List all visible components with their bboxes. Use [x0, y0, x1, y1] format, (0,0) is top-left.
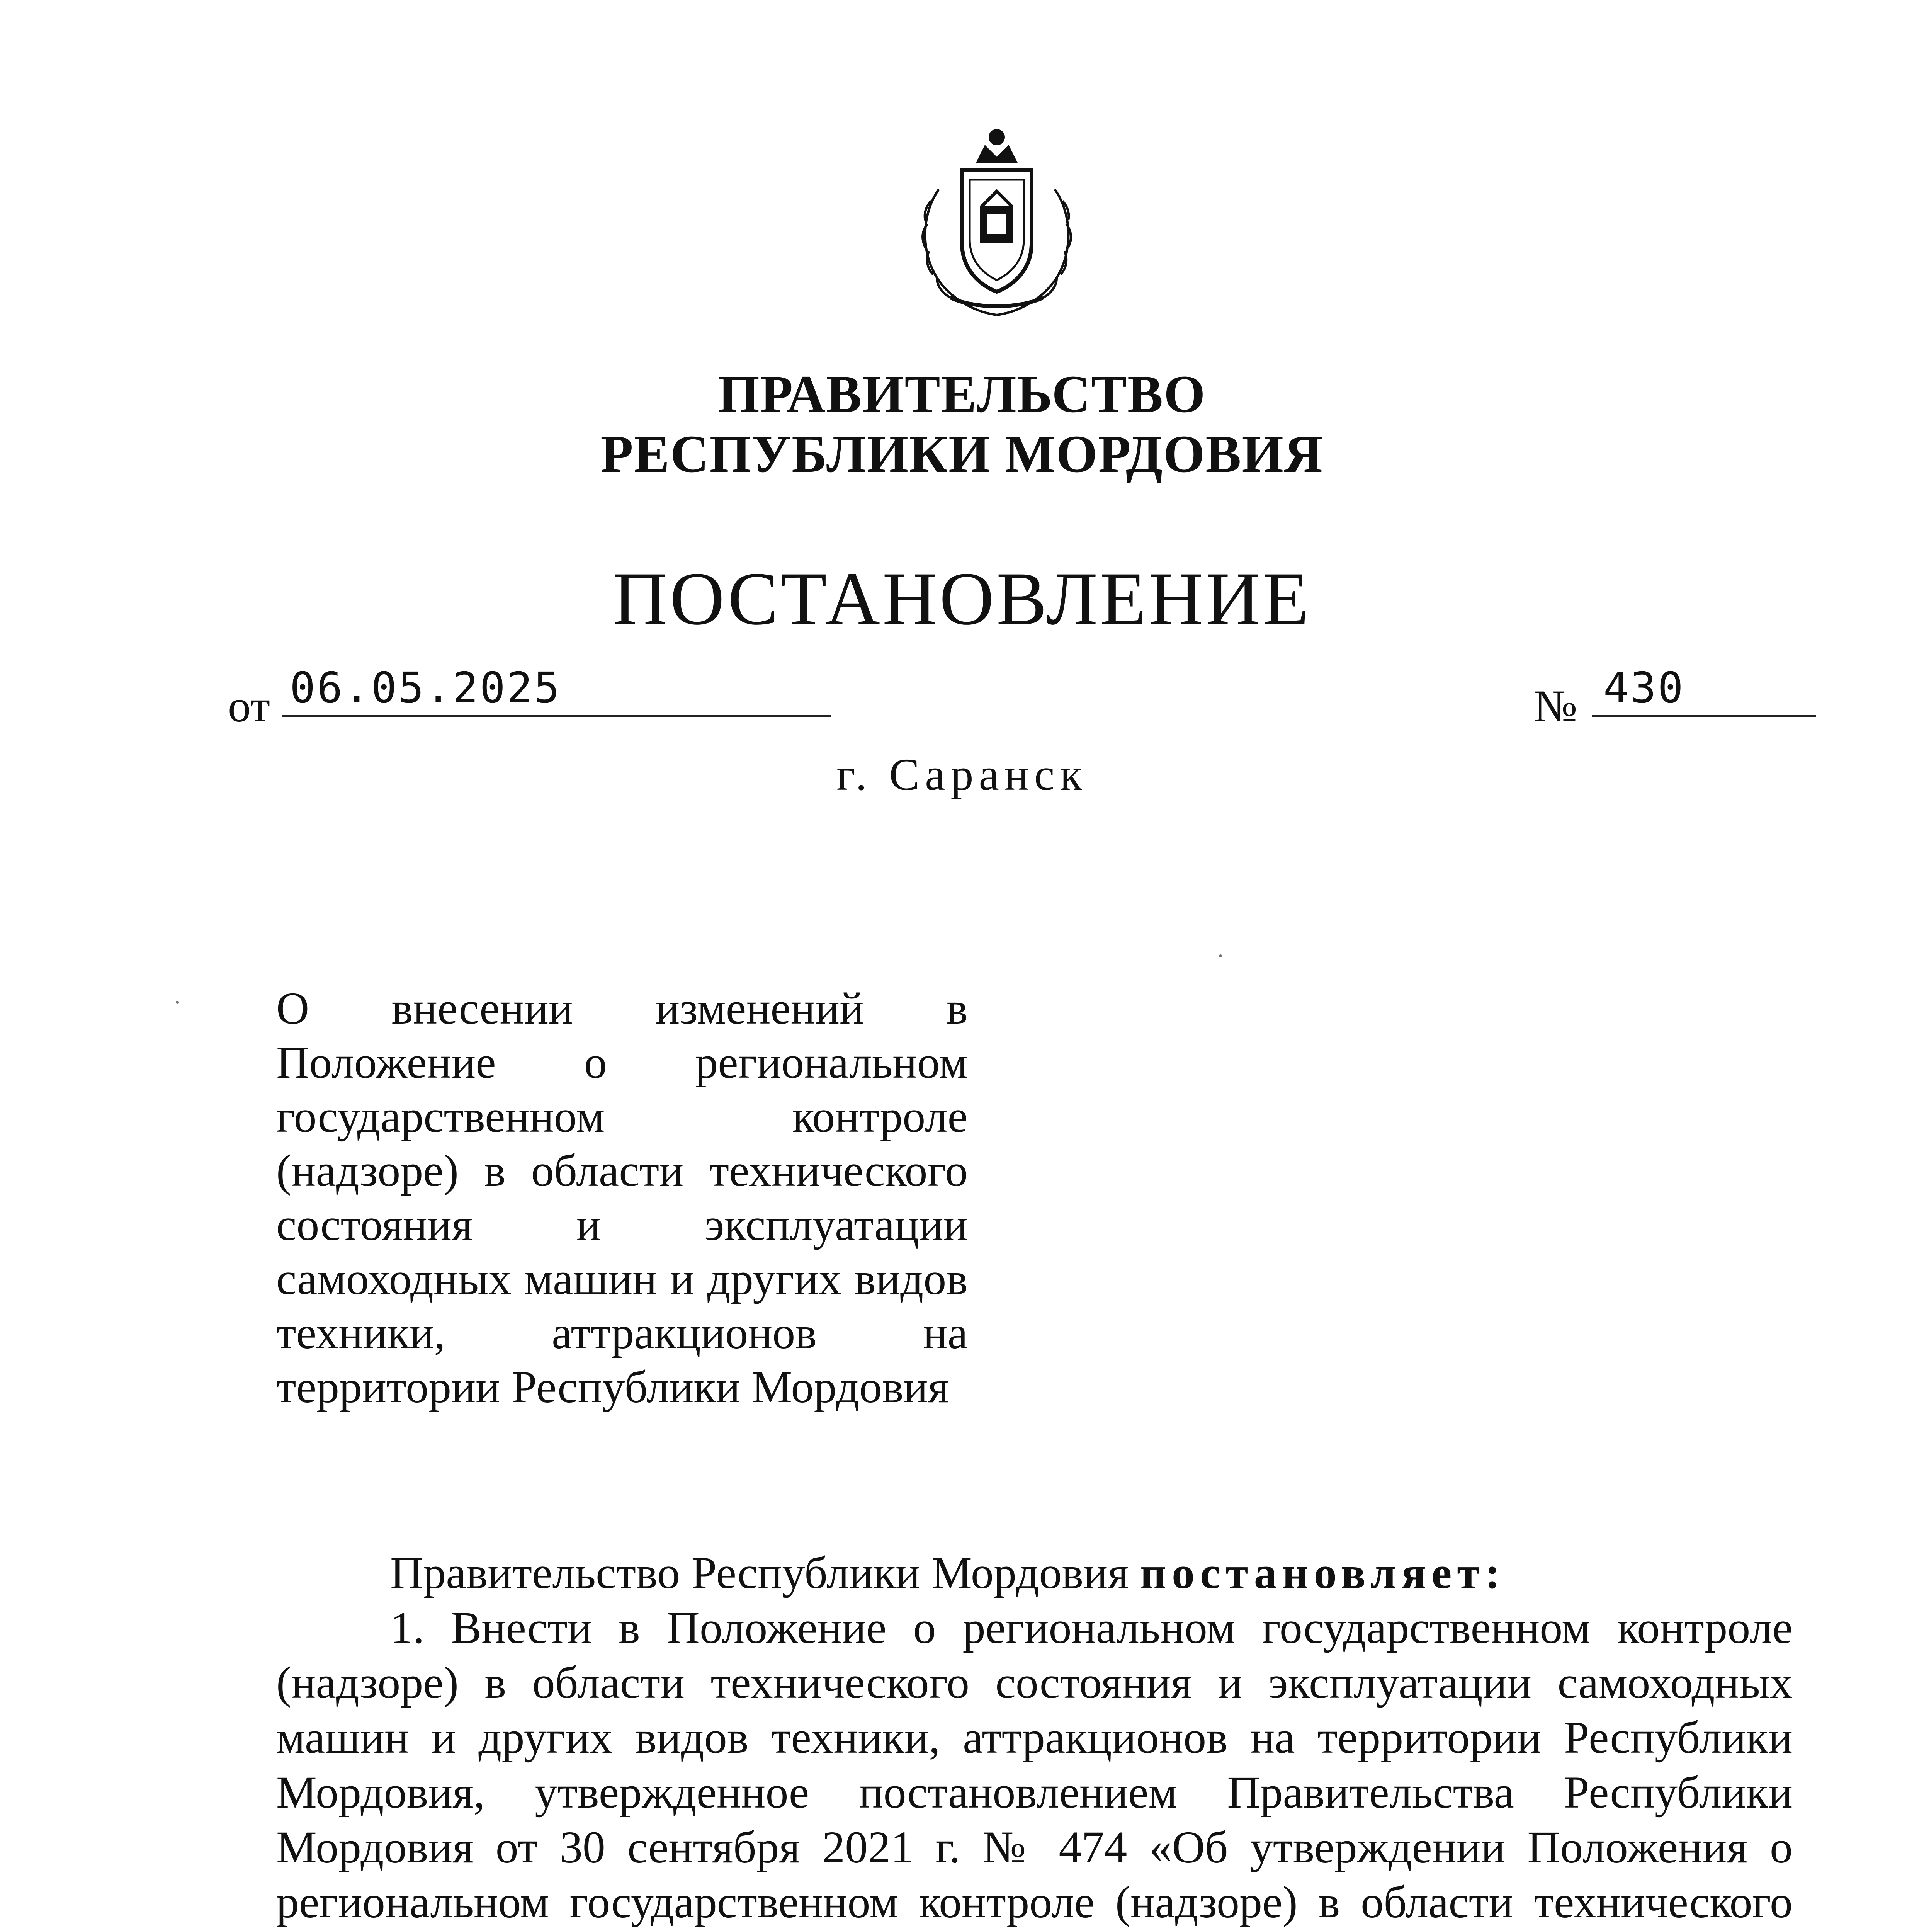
city: г. Саранск: [836, 749, 1088, 800]
date-number-row: [228, 665, 1735, 734]
subject-line: государственном контроле: [276, 1091, 968, 1142]
subject-line: Положение о региональном: [276, 1037, 968, 1088]
item-1-paragraph: 1. Внести в Положение о региональном государственном контроле (надзоре) в области технического состояния и эксплуатации самоходных машин и других видов техники, аттракционов на территории Республики Мордовия, утвержденное постановлением Правительства Республики Мордовия от 30 сентября 2021 г. № 474 «Об утверждении Положения о региональном государственном контроле (надзоре) в области технического: [276, 1602, 1793, 1927]
intro-paragraph: [276, 1546, 1793, 1600]
document-date: 06.05.2025: [290, 663, 561, 713]
subject-line: территории Республики Мордовия: [276, 1362, 949, 1412]
scan-speck: [176, 1001, 179, 1004]
date-field: [282, 665, 831, 717]
document-type: ПОСТАНОВЛЕНИЕ: [613, 557, 1311, 641]
coat-of-arms-mordovia-icon: [904, 116, 1089, 332]
subject-line: состояния и эксплуатации: [276, 1199, 968, 1250]
subject-line: самоходных машин и других видов: [276, 1253, 968, 1304]
subject-line: техники, аттракционов на: [276, 1308, 968, 1358]
intro-action: постановляет:: [1140, 1548, 1506, 1598]
date-prefix: от: [228, 681, 270, 731]
government-name-line1: ПРАВИТЕЛЬСТВО: [718, 364, 1206, 423]
document-number: 430: [1603, 663, 1685, 713]
subject-line: (надзоре) в области технического: [276, 1145, 968, 1196]
intro-text: Правительство Республики Мордовия: [390, 1548, 1140, 1598]
document-body: [276, 1546, 1793, 1932]
scan-speck: [1219, 954, 1222, 957]
number-field: [1592, 665, 1816, 717]
number-prefix: №: [1534, 681, 1577, 731]
government-name-line2: РЕСПУБЛИКИ МОРДОВИЯ: [600, 424, 1324, 483]
document-subject: [276, 981, 968, 1414]
subject-line: О внесении изменений в: [276, 983, 968, 1034]
